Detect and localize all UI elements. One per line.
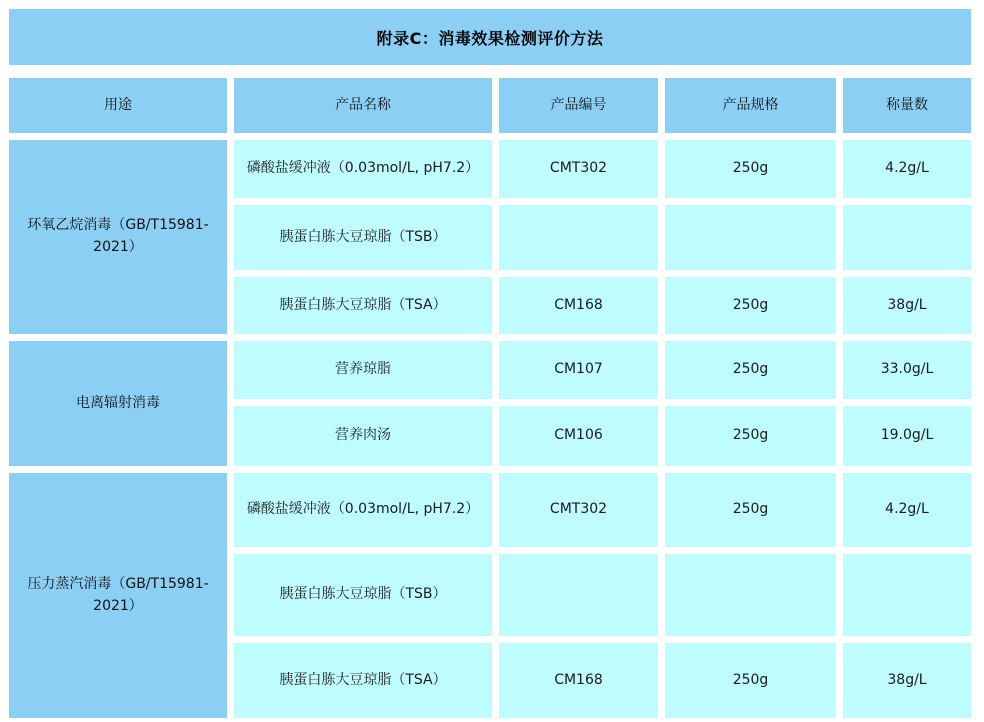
table-title: 附录C：消毒效果检测评价方法: [9, 9, 971, 65]
cell-product-spec: 250g: [665, 277, 836, 334]
cell-product-code: CM107: [499, 341, 658, 399]
cell-product-name: 磷酸盐缓冲液（0.03mol/L, pH7.2）: [234, 140, 492, 198]
cell-product-spec: [665, 205, 836, 270]
cell-product-name: 胰蛋白胨大豆琼脂（TSB）: [234, 205, 492, 270]
cell-product-name: 营养琼脂: [234, 341, 492, 399]
cell-product-name: 营养肉汤: [234, 406, 492, 466]
cell-product-code: [499, 554, 658, 636]
cell-product-name: 胰蛋白胨大豆琼脂（TSA）: [234, 643, 492, 718]
group-cell-ionizing-radiation: 电离辐射消毒: [9, 341, 227, 466]
column-header-product-spec: 产品规格: [665, 78, 836, 133]
cell-weighing-amount: 4.2g/L: [843, 140, 971, 198]
cell-product-spec: 250g: [665, 643, 836, 718]
products-table: [9, 78, 971, 718]
column-header-product-name: 产品名称: [234, 78, 492, 133]
column-header-use: 用途: [9, 78, 227, 133]
group-cell-pressure-steam: 压力蒸汽消毒（GB/T15981-2021）: [9, 473, 227, 718]
cell-weighing-amount: 19.0g/L: [843, 406, 971, 466]
cell-product-code: CMT302: [499, 140, 658, 198]
cell-product-code: CM106: [499, 406, 658, 466]
cell-product-spec: 250g: [665, 341, 836, 399]
cell-product-code: [499, 205, 658, 270]
cell-product-name: 胰蛋白胨大豆琼脂（TSA）: [234, 277, 492, 334]
cell-product-code: CMT302: [499, 473, 658, 547]
cell-product-code: CM168: [499, 643, 658, 718]
cell-product-code: CM168: [499, 277, 658, 334]
column-header-weighing-amount: 称量数: [843, 78, 971, 133]
cell-weighing-amount: 38g/L: [843, 643, 971, 718]
cell-product-name: 磷酸盐缓冲液（0.03mol/L, pH7.2）: [234, 473, 492, 547]
cell-weighing-amount: 33.0g/L: [843, 341, 971, 399]
cell-product-spec: 250g: [665, 473, 836, 547]
cell-product-spec: [665, 554, 836, 636]
cell-product-spec: 250g: [665, 140, 836, 198]
group-cell-ethylene-oxide: 环氧乙烷消毒（GB/T15981-2021）: [9, 140, 227, 334]
column-header-product-code: 产品编号: [499, 78, 658, 133]
cell-weighing-amount: [843, 205, 971, 270]
cell-product-name: 胰蛋白胨大豆琼脂（TSB）: [234, 554, 492, 636]
cell-weighing-amount: 4.2g/L: [843, 473, 971, 547]
cell-product-spec: 250g: [665, 406, 836, 466]
cell-weighing-amount: 38g/L: [843, 277, 971, 334]
cell-weighing-amount: [843, 554, 971, 636]
